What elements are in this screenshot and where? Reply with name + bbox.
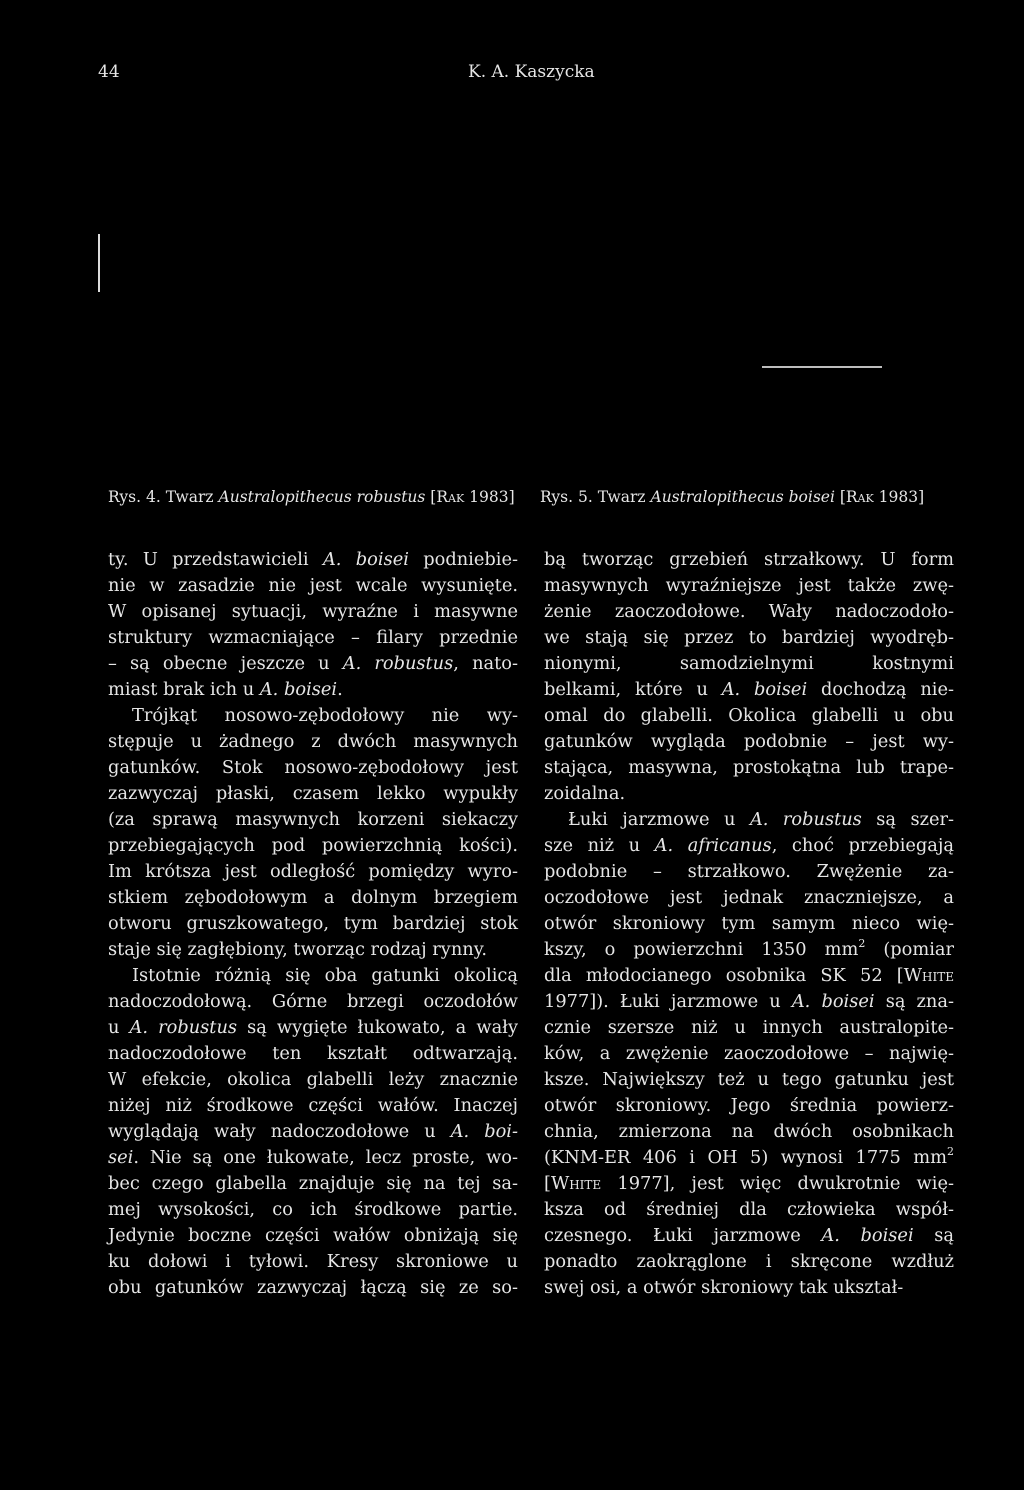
text-line [108,1249,518,1275]
text-run: nie w zasadzie nie jest wcale wysunięte. [108,575,518,596]
text-run: Im krótsza jest odległość pomiędzy wyro- [108,861,518,882]
text-run: dla młodocianego osobnika SK 52 [ [544,965,904,986]
text-line [108,1223,518,1249]
text-run: A. robustus [749,809,862,830]
text-line [108,729,518,755]
text-line [108,885,518,911]
text-run: wyglądają wały nadoczodołowe u [108,1121,451,1142]
text-run: A. boisei [259,679,338,700]
caption-text: [ [834,488,846,506]
text-line [544,1249,954,1275]
text-run: White [550,1173,602,1194]
text-line [544,807,954,833]
text-line [108,677,518,703]
figure-4-caption [108,488,515,506]
text-run: [ [544,1173,551,1194]
text-run: są szer- [861,809,954,830]
text-run: (KNM-ER 406 i OH 5) wynosi 1775 mm [544,1147,947,1168]
text-line [544,1145,954,1171]
text-line [108,547,518,573]
text-run: stkiem zębodołowym a dolnym brzegiem [108,887,518,908]
caption-text: Twarz [597,488,651,506]
text-run: gatunków. Stok nosowo-zębodołowy jest [108,757,518,778]
text-run: 2 [947,1145,954,1158]
text-line [108,859,518,885]
text-run: bec czego glabella znajduje się na tej sa- [108,1173,518,1194]
text-line [544,781,954,807]
text-run: ponadto zaokrąglone i skręcone wzdłuż [544,1251,954,1272]
text-run: omal do glabelli. Okolica glabelli u obu [544,705,954,726]
text-run: kszy, o powierzchni 1350 mm [544,939,859,960]
text-line [544,651,954,677]
text-run: obu gatunków zazwyczaj łączą się ze so- [108,1277,518,1298]
text-run: przebiegających pod powierzchnią kości). [108,835,518,856]
text-run: sei [108,1147,134,1168]
body-column-left [108,547,518,1301]
text-run: staje się zagłębiony, tworząc rodzaj rynny. [108,939,488,960]
caption-species: Australopithecus robustus [218,488,426,506]
text-run: A. robustus [342,653,454,674]
page-number: 44 [98,62,120,82]
text-run: miast brak ich u [108,679,260,700]
text-line [108,1171,518,1197]
text-run: nadoczodołową. Górne brzegi oczodołów [108,991,518,1012]
text-run: masywnych wyraźniejsze jest także zwę- [544,575,954,596]
text-run: ków, a zwężenie zaoczodołowe – najwię- [544,1043,954,1064]
text-run: są [913,1225,955,1246]
text-line [108,1041,518,1067]
text-line [544,625,954,651]
text-run: ksza od średniej dla człowieka współ- [544,1199,954,1220]
figure-mark-left [98,234,100,292]
text-line [108,703,518,729]
text-line [108,1067,518,1093]
text-run: . Nie są one łukowate, lecz proste, wo- [133,1147,518,1168]
text-run: A. robustus [129,1017,238,1038]
text-line [108,1093,518,1119]
text-line [108,1015,518,1041]
text-line [108,755,518,781]
text-run: nionymi, samodzielnymi kostnymi [544,653,954,674]
text-line [544,1041,954,1067]
text-line [544,703,954,729]
text-run: A. africanus [654,835,772,856]
text-run: . [337,679,343,700]
text-line [108,1119,518,1145]
text-run: zoidalna. [544,783,626,804]
text-line [544,1197,954,1223]
figure-mark-right [762,366,882,368]
caption-label: Rys. 5. [540,488,593,506]
text-line [108,1145,518,1171]
text-run: A. boisei [821,1225,914,1246]
caption-year: 1983] [873,488,925,506]
text-run: są zna- [874,991,954,1012]
text-run: żenie zaoczodołowe. Wały nadoczodoło- [544,601,954,622]
text-run: mej wysokości, co ich środkowe partie. [108,1199,518,1220]
text-line [108,1197,518,1223]
text-run: , nato- [453,653,518,674]
text-run: Istotnie różnią się oba gatunki okolicą [132,965,518,986]
text-line [544,599,954,625]
text-run: ku dołowi i tyłowi. Kresy skroniowe u [108,1251,518,1272]
text-run: A. boi- [450,1121,518,1142]
text-line [108,651,518,677]
caption-year: 1983] [464,488,515,506]
text-line [544,937,954,963]
text-line [544,885,954,911]
text-line [108,937,518,963]
text-run: 2 [858,937,866,950]
text-line [108,573,518,599]
text-line [108,1275,518,1301]
text-run: czesnego. Łuki jarzmowe [544,1225,822,1246]
text-run: podniebie- [408,549,518,570]
caption-text: Twarz [165,488,219,506]
text-line [544,911,954,937]
text-run: W opisanej sytuacji, wyraźne i masywne [108,601,518,622]
text-run: ty. U przedstawicieli [108,549,323,570]
caption-author: Rak [845,488,874,506]
text-run: chnia, zmierzona na dwóch osobnikach [544,1121,954,1142]
text-line [544,729,954,755]
text-run: , choć przebiegają [771,835,954,856]
text-line [108,625,518,651]
caption-species: Australopithecus boisei [650,488,835,506]
text-run: otworu gruszkowatego, tym bardziej stok [108,913,518,934]
text-run: 1977], jest więc dwukrotnie wię- [601,1173,954,1194]
caption-label: Rys. 4. [108,488,161,506]
text-run: A. boisei [791,991,875,1012]
text-line [108,833,518,859]
text-line [544,989,954,1015]
text-run: są wygięte łukowato, a wały [237,1017,518,1038]
text-run: otwór skroniowy. Jego średnia powierz- [544,1095,954,1116]
text-line [544,833,954,859]
running-head: K. A. Kaszycka [468,62,595,82]
text-run: nadoczodołowe ten kształt odtwarzają. [108,1043,518,1064]
text-run: zazwyczaj płaski, czasem lekko wypukły [108,783,518,804]
text-run: cznie szersze niż u innych australopite- [544,1017,954,1038]
text-run: W efekcie, okolica glabelli leży znacznie [108,1069,518,1090]
text-line [544,677,954,703]
text-run: otwór skroniowy tym samym nieco wię- [544,913,954,934]
text-run: (pomiar [865,939,955,960]
text-run: Łuki jarzmowe u [568,809,750,830]
text-run: u [108,1017,130,1038]
text-run: podobnie – strzałkowo. Zwężenie za- [544,861,954,882]
page-header [0,62,1024,90]
text-line [544,1171,954,1197]
text-run: niżej niż środkowe części wałów. Inaczej [108,1095,518,1116]
text-run: stępuje u żadnego z dwóch masywnych [108,731,518,752]
text-run: Trójkąt nosowo-zębodołowy nie wy- [132,705,518,726]
text-line [544,1093,954,1119]
text-run: belkami, które u [544,679,722,700]
text-line [544,1067,954,1093]
text-line [544,1015,954,1041]
caption-text: [ [425,488,437,506]
text-line [544,1275,954,1301]
text-line [544,573,954,599]
text-run: stająca, masywna, prostokątna lub trape- [544,757,954,778]
text-line [108,807,518,833]
text-run: oczodołowe jest jednak znaczniejsze, a [544,887,954,908]
text-run: dochodzą nie- [807,679,954,700]
text-run: gatunków wygląda podobnie – jest wy- [544,731,954,752]
text-run: 1977]). Łuki jarzmowe u [544,991,792,1012]
text-line [544,1223,954,1249]
text-line [108,781,518,807]
text-line [544,963,954,989]
text-line [544,859,954,885]
text-line [108,599,518,625]
text-line [544,1119,954,1145]
text-run: A. boisei [322,549,409,570]
text-line [108,989,518,1015]
text-run: (za sprawą masywnych korzeni siekaczy [108,809,518,830]
text-line [108,963,518,989]
figure-5-caption [540,488,924,506]
text-run: bą tworząc grzebień strzałkowy. U form [544,549,954,570]
caption-author: Rak [436,488,465,506]
text-run: White [903,965,954,986]
text-line [108,911,518,937]
figure-area [96,110,928,470]
text-run: ksze. Największy też u tego gatunku jest [544,1069,954,1090]
text-run: we stają się przez to bardziej wyodręb- [544,627,954,648]
text-run: sze niż u [544,835,655,856]
text-run: struktury wzmacniające – filary przednie [108,627,518,648]
text-run: A. boisei [721,679,808,700]
text-run: Jedynie boczne części wałów obniżają się [108,1225,518,1246]
text-line [544,547,954,573]
body-column-right [544,547,954,1301]
text-run: – są obecne jeszcze u [108,653,343,674]
text-line [544,755,954,781]
text-run: swej osi, a otwór skroniowy tak ukształ- [544,1277,904,1298]
